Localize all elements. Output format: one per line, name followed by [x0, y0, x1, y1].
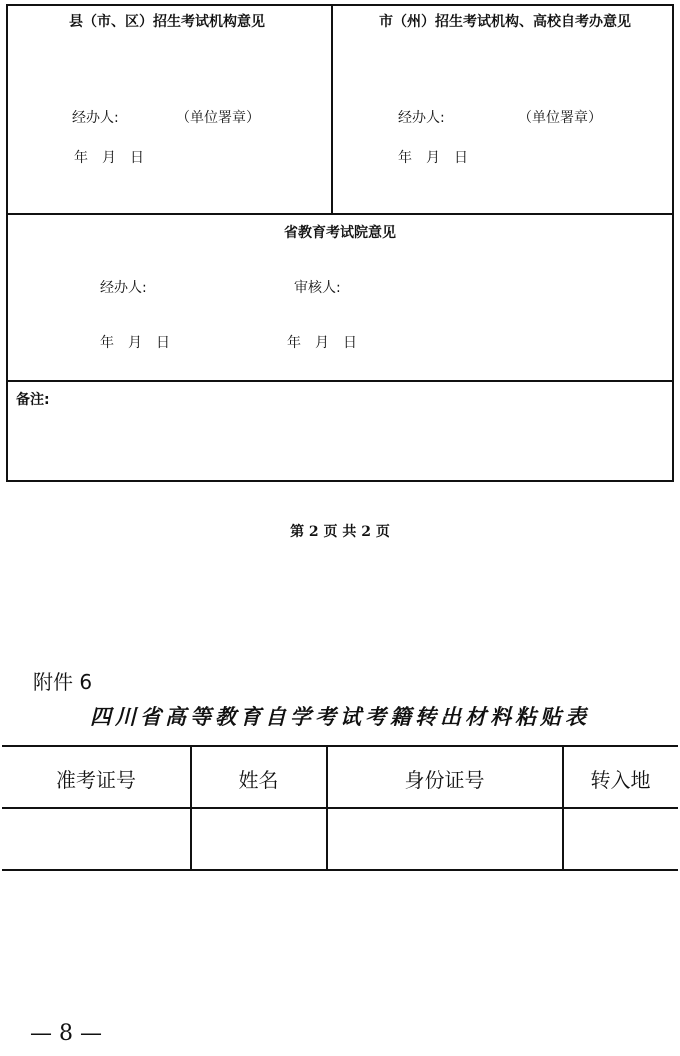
province-reviewer-date-month: 月: [315, 335, 329, 351]
county-handler-label: 经办人:: [72, 110, 119, 126]
province-reviewer-date: [287, 332, 357, 352]
county-date-day: 日: [130, 150, 144, 166]
province-handler-date-day: 日: [156, 335, 170, 351]
table-header-name: 姓名: [238, 768, 279, 792]
table-header-transfer-to: 转入地: [590, 768, 651, 792]
province-handler-label: 经办人:: [100, 280, 147, 296]
province-handler-date-month: 月: [128, 335, 142, 351]
table-cell-transfer-to[interactable]: [563, 809, 678, 869]
table-header-id-number: 身份证号: [404, 768, 485, 792]
table-cell-name[interactable]: [191, 809, 326, 869]
county-seal-label: （单位署章）: [176, 110, 260, 126]
city-date-year: 年: [398, 150, 412, 166]
city-seal-label: （单位署章）: [518, 110, 602, 126]
form-divider-row2: [6, 380, 674, 382]
form-divider-vertical: [331, 4, 333, 215]
table-line-bottom: [2, 869, 678, 871]
city-date: [398, 147, 468, 167]
county-date-year: 年: [74, 150, 88, 166]
form-divider-row1: [6, 213, 674, 215]
province-reviewer-date-day: 日: [343, 335, 357, 351]
city-date-month: 月: [426, 150, 440, 166]
form-border-top: [6, 4, 674, 6]
page-indicator: 第 2 页 共 2 页: [290, 524, 390, 540]
city-box-title: 市（州）招生考试机构、高校自考办意见: [379, 14, 631, 30]
county-date-month: 月: [102, 150, 116, 166]
table-cell-id-number[interactable]: [327, 809, 562, 869]
city-date-day: 日: [454, 150, 468, 166]
form-border-left: [6, 4, 8, 482]
table-header-exam-number: 准考证号: [56, 768, 136, 792]
province-handler-date-year: 年: [100, 335, 114, 351]
city-handler-label: 经办人:: [398, 110, 445, 126]
county-date: [74, 147, 144, 167]
table-line-top: [2, 745, 678, 747]
province-reviewer-label: 审核人:: [294, 280, 341, 296]
attachment-label: 附件 6: [33, 670, 93, 694]
form-border-right: [672, 4, 674, 482]
form-border-bottom: [6, 480, 674, 482]
footer-page-number: — 8 —: [30, 1021, 102, 1046]
province-box-title: 省教育考试院意见: [284, 225, 396, 241]
province-reviewer-date-year: 年: [287, 335, 301, 351]
province-handler-date: [100, 332, 170, 352]
table-cell-exam-number[interactable]: [2, 809, 190, 869]
remarks-label: 备注:: [16, 392, 50, 408]
attachment-title: 四川省高等教育自学考试考籍转出材料粘贴表: [90, 704, 590, 729]
county-box-title: 县（市、区）招生考试机构意见: [69, 14, 265, 30]
